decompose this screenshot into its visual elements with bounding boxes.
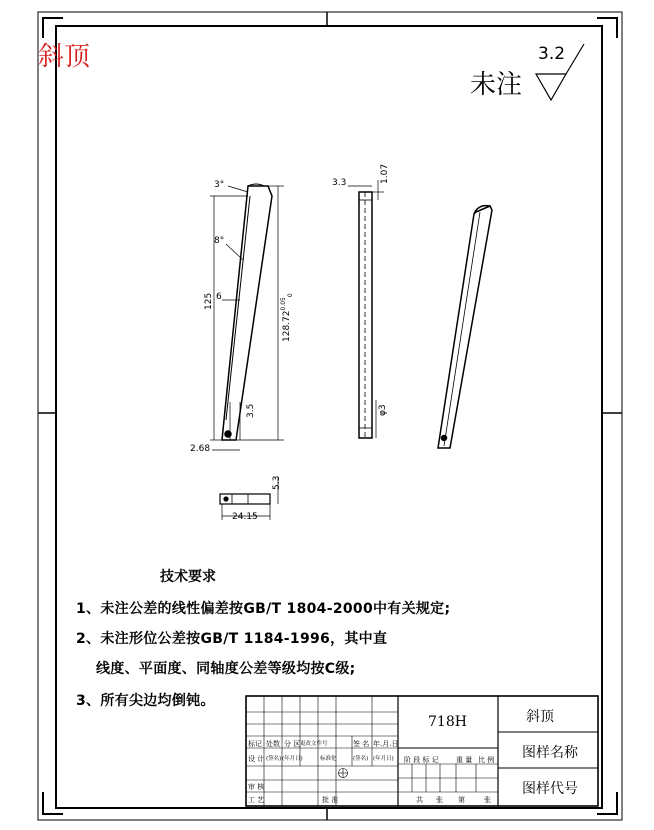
side-view-dimensions <box>348 180 384 438</box>
dim-length-128 <box>280 293 294 342</box>
dim-tol-upper: 0.05 <box>280 297 287 311</box>
tech-requirement-3: 3、所有尖边均倒钝。 <box>76 693 215 709</box>
dim-angle-mid: 8° <box>214 236 225 246</box>
tb-row3-review: 审 核 <box>248 783 265 791</box>
tb-row2-std-date: (年月日) <box>373 756 394 762</box>
front-view <box>222 184 272 440</box>
iso-view <box>438 206 492 448</box>
dim-height-125: 125 <box>204 292 214 310</box>
drawing-code-label: 图样代号 <box>522 781 578 797</box>
tb-row1-mark: 标记 <box>248 740 262 748</box>
tb-row2-sign: (签名) <box>266 756 282 762</box>
dim-side-dia3: φ3 <box>378 404 388 416</box>
tb-row1-date: 年.月.日 <box>373 740 399 748</box>
dim-bottom-24-15: 24.15 <box>232 512 258 522</box>
part-name: 斜顶 <box>526 709 554 725</box>
tb-row1-docno: 更改文件号 <box>300 741 328 747</box>
dim-side-1-07: 1.07 <box>380 163 390 184</box>
tb-weight-label: 重 量 <box>456 756 473 764</box>
dim-length-value: 128.72 <box>282 310 292 342</box>
bottom-view <box>220 494 270 504</box>
drawing-name-label: 图样名称 <box>522 745 578 761</box>
side-view <box>359 192 372 438</box>
tb-row2-date: (年月日) <box>282 756 303 762</box>
tech-requirement-1: 1、未注公差的线性偏差按GB/T 1804-2000中有关规定; <box>76 601 451 617</box>
roughness-label: 未注 <box>470 70 523 100</box>
dim-bottom-5-3: 5.3 <box>272 475 282 490</box>
tb-stage-label: 阶 段 标 记 <box>404 756 439 764</box>
dim-tol-lower: 0 <box>286 293 294 298</box>
tb-sheet-total-b: 张 <box>436 796 443 804</box>
dim-thickness: 6 <box>216 292 222 302</box>
dim-angle-top: 3° <box>214 180 225 190</box>
tb-sheet-no-a: 第 <box>458 796 465 804</box>
dim-3-5: 3.5 <box>246 403 256 418</box>
corner-title: 斜顶 <box>38 42 91 72</box>
tb-row2-design: 设 计 <box>248 755 265 763</box>
tb-sheet-no-b: 张 <box>484 796 491 804</box>
tb-row4-process: 工 艺 <box>248 796 265 804</box>
tech-requirements-title: 技术要求 <box>160 569 216 585</box>
dim-2-68: 2.68 <box>190 444 211 454</box>
tb-row2-std: 标准化 <box>320 756 337 762</box>
tb-row1-count: 处数 <box>266 740 280 748</box>
tb-scale-label: 比 例 <box>478 756 495 764</box>
drawing-number: 718H <box>428 714 467 730</box>
tech-requirement-2-cont: 线度、平面度、同轴度公差等级均按C级; <box>96 661 356 677</box>
tb-row1-sign: 签 名 <box>353 740 370 748</box>
tb-row1-zone: 分 区 <box>284 740 301 748</box>
roughness-value: 3.2 <box>538 44 566 64</box>
tech-requirement-2: 2、未注形位公差按GB/T 1184-1996，其中直 <box>76 631 388 647</box>
tb-row4-approve: 批 准 <box>322 796 339 804</box>
tb-row2-std-sign: (签名) <box>353 756 369 762</box>
dim-side-3-3: 3.3 <box>332 178 347 188</box>
tb-sheet-total-a: 共 <box>416 796 423 804</box>
